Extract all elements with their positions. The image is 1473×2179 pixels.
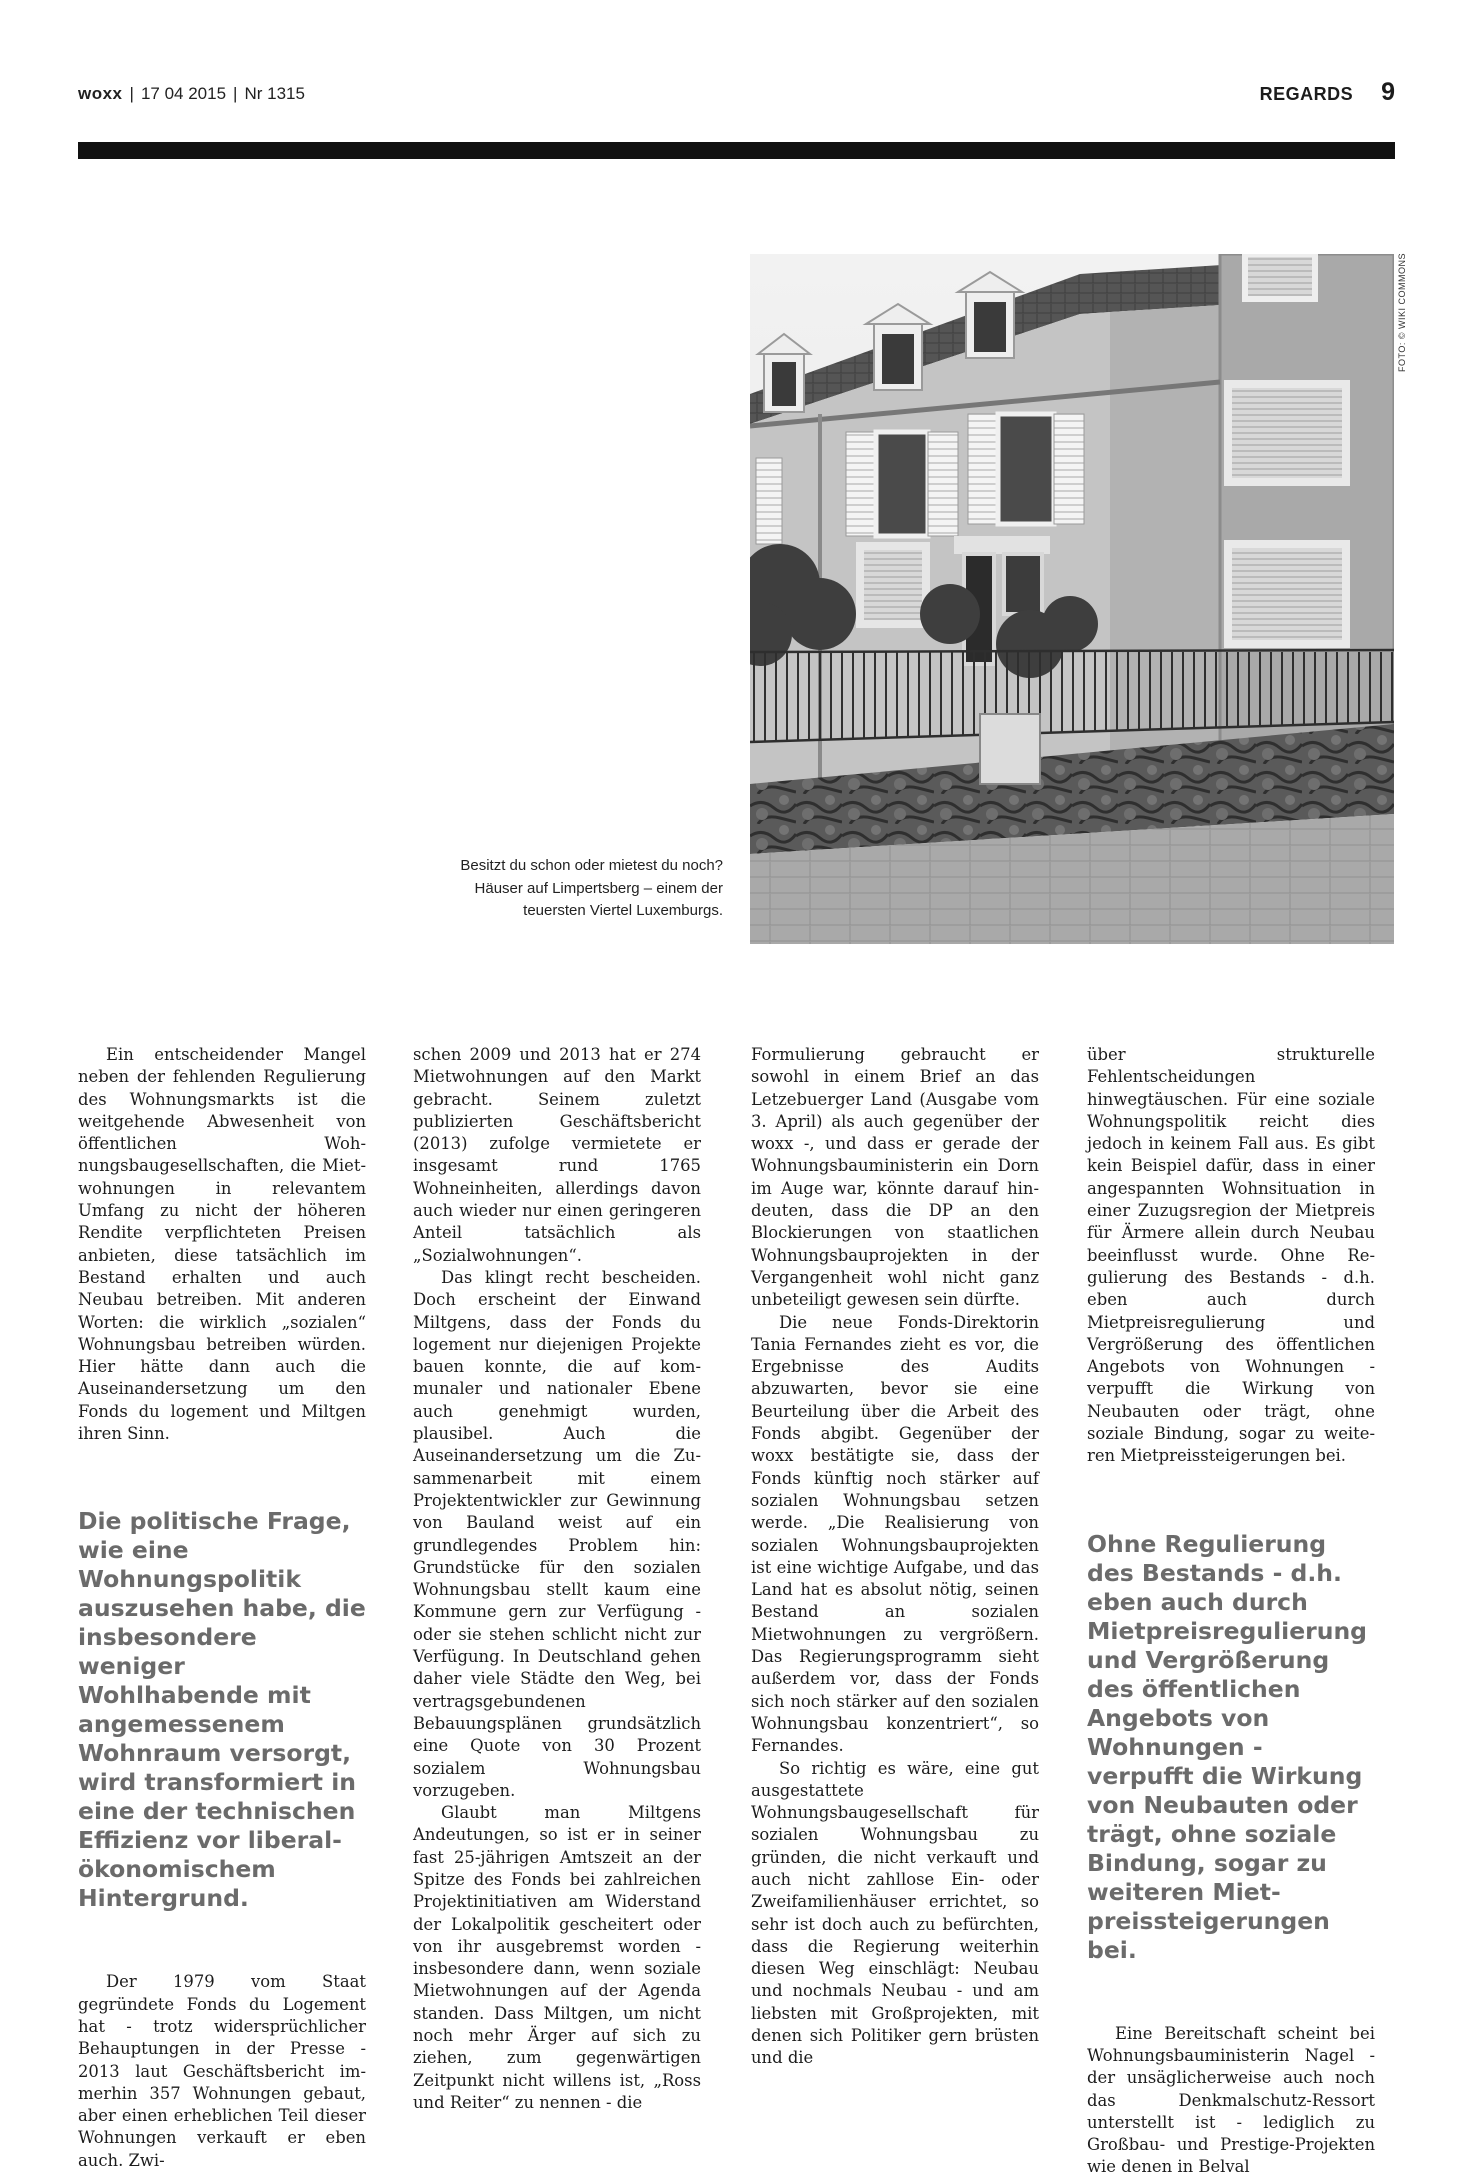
col3-paragraphs [751, 1044, 1039, 2070]
issue-date: 17 04 2015 [140, 84, 227, 103]
article-paragraph: Eine Bereitschaft scheint bei Wohnungsbauministerin Nagel - der unsäglicherweise auch noch das Denkmalschutz-Ressort unterstellt ist - lediglich zu Großbau- und Prestige-Projekten wie denen in Belval [1087, 2023, 1375, 2177]
article-paragraph: Glaubt man Miltgens Andeutungen, so ist er in seiner fast 25-jährigen Amtszeit an der Spitze des Fonds bei zahlreichen Projektinitiativen am Widerstand der Lokalpolitik gescheitert oder von ihr ausgebremst worden - insbesondere dann, wenn soziale Mietwohnungen auf der Agenda standen. Dass Miltgen, um nicht noch mehr Ärger auf sich zu ziehen, zum gegenwärtigen Zeitpunkt nicht willens ist, „Ross und Reiter“ zu nennen - die [413, 1803, 701, 2112]
col2-paragraphs [413, 1044, 701, 2114]
header-rule [78, 142, 1395, 159]
section-name: REGARDS [1259, 84, 1354, 104]
article-paragraph: So richtig es wäre, eine gut ausgestattete Wohnungsbaugesellschaft für sozialen Wohnungsbau zu gründen, die nicht verkauft und auch nicht zahllose Ein- oder Zweifamilienhäuser errichtet, so sehr ist doch auch zu befürchten, dass die Regierung weiterhin diesen Weg einschlägt: Neubau und nochmals Neubau - und am liebsten mit Großprojekten, mit denen sich Politiker gern brüsten und die [751, 1758, 1039, 2068]
article-paragraph: über strukturelle Fehlentscheidungen hinwegtäuschen. Für eine soziale Wohnungspolitik reicht dies jedoch in keinem Fall aus. Es gibt kein Beispiel dafür, dass in einer angespannten Wohnsituation in einer Zuzugsregion der Mietpreis für Ärmere allein durch Neubau beeinflusst wurde. Ohne Regulierung des Bestands - d.h. eben auch durch Mietpreisregulierung und Vergrößerung des öffentlichen Angebots von Wohnungen - verpufft die Wirkung von Neubauten oder trägt, ohne soziale Bindung, sogar zu weiteren Mietpreissteigerungen bei. [1087, 1045, 1375, 1466]
brand-name: woxx [78, 84, 123, 103]
article-column-3 [751, 1044, 1039, 2070]
col4-paragraphs-lower [1087, 2023, 1375, 2179]
pull-quote-2: Ohne Regulierung des Bestands - d.h. eben auch durch Mietpreisregulierung und Vergrößerung des öffentlichen Angebots von Wohnungen - verpufft die Wirkung von Neubauten oder trägt, ohne soziale Bindung, sogar zu weiteren Mietpreissteigerungen bei. [1087, 1529, 1368, 1964]
pull-quote-1: Die politische Frage, wie eine Wohnungspolitik auszusehen habe, die insbesondere weniger Wohlhabende mit angemessenem Wohnraum versorgt, wird transformiert in eine der technischen Effizienz vor liberal-ökonomischem Hintergrund. [78, 1507, 366, 1913]
photo-caption: Besitzt du schon oder mietest du noch? Häuser auf Limpertsberg – einem der teuersten Viertel Luxemburgs. [460, 857, 723, 919]
house-photo [750, 254, 1394, 944]
article-paragraph: Die neue Fonds-Direktorin Tania Fernandes zieht es vor, die Ergebnisse des Audits abzuwarten, bevor sie eine Beurteilung über die Arbeit des Fonds abgibt. Gegenüber der woxx bestätigte sie, dass der Fonds künftig noch stärker auf sozialen Wohnungsbau setzen werde. „Die Realisierung von sozialen Wohnungsbauprojekten ist eine wichtige Aufgabe, und das Land hat es absolut nötig, seinen Bestand an sozialen Mietwohnungen zu vergrößern. Das Regierungsprogramm sieht außerdem vor, dass der Fonds sich noch stärker auf den sozialen Wohnungsbau konzentriert“, so Fernandes. [751, 1312, 1039, 1756]
article-paragraph: Formulierung gebraucht er sowohl in einem Brief an das Letzebuerger Land (Ausgabe vom 3. April) als auch gegenüber der woxx -, und dass er gerade der Wohnungsbauministerin ein Dorn im Auge war, könnte darauf hindeuten, dass die DP an den Blockierungen von staatlichen Wohnungsbauprojekten in der Vergangenheit wohl nicht ganz unbeteiligt gewesen sein dürfte. [751, 1045, 1039, 1310]
col1-paragraphs [78, 1044, 366, 1445]
col4-paragraphs [1087, 1044, 1375, 1468]
article-paragraph: Das klingt recht bescheiden. Doch erscheint der Einwand Miltgens, dass der Fonds du logement nur diejenigen Projekte bauen konnte, die auf kommunaler und nationaler Ebene auch genehmigt wurden, plausibel. Auch die Auseinandersetzung um die Zusammenarbeit mit einem Projektentwickler zur Gewinnung von Bauland weist auf ein grundlegendes Problem hin: Grundstücke für den sozialen Wohnungsbau stellt kaum eine Kommune gern zur Verfügung - oder sie stehen schlicht nicht zur Verfügung. In Deutschland gehen daher viele Städte den Weg, bei vertragsgebundenen Bebauungsplänen grundsätzlich eine Quote von 30 Prozent sozialem Wohnungsbau vorzugeben. [413, 1267, 701, 1800]
article-paragraph: Der 1979 vom Staat gegründete Fonds du Logement hat - trotz widersprüchlicher Behauptungen in der Presse - 2013 laut Geschäftsbericht immerhin 357 Wohnungen gebaut, aber einen erheblichen Teil dieser Wohnungen verkauft er eben auch. Zwi- [78, 1972, 366, 2170]
section-header [1260, 78, 1395, 107]
article-column-2 [413, 1044, 701, 2114]
issue-number: Nr 1315 [244, 84, 305, 103]
photo-credit: FOTO: © WIKI COMMONS [1397, 253, 1407, 372]
masthead: woxx | 17 04 2015 | Nr 1315 [78, 84, 305, 103]
page-number: 9 [1381, 78, 1395, 106]
article-column-4 [1087, 1044, 1375, 2179]
article-column-1 [78, 1044, 366, 2172]
col1-paragraphs-lower [78, 1971, 366, 2172]
article-paragraph: schen 2009 und 2013 hat er 274 Mietwohnungen auf den Markt gebracht. Seinem zuletzt publizierten Geschäftsbericht (2013) zufolge vermietete er insgesamt rund 1765 Wohneinheiten, allerdings davon auch wieder nur einen geringeren Anteil tatsächlich als „Sozialwohnungen“. [413, 1045, 701, 1265]
article-paragraph: Ein entscheidender Mangel neben der fehlenden Regulierung des Wohnungsmarkts ist die weitgehende Abwesenheit von öffentlichen Wohnungsbaugesellschaften, die Mietwohnungen in relevantem Umfang zu nicht der höheren Rendite verpflichteten Preisen anbieten, diese tatsächlich im Bestand erhalten und auch Neubau betreiben. Mit anderen Worten: die wirklich „sozialen“ Wohnungsbau betreiben würden. Hier hätte dann auch die Auseinandersetzung um den Fonds du logement und Miltgen ihren Sinn. [78, 1045, 366, 1444]
